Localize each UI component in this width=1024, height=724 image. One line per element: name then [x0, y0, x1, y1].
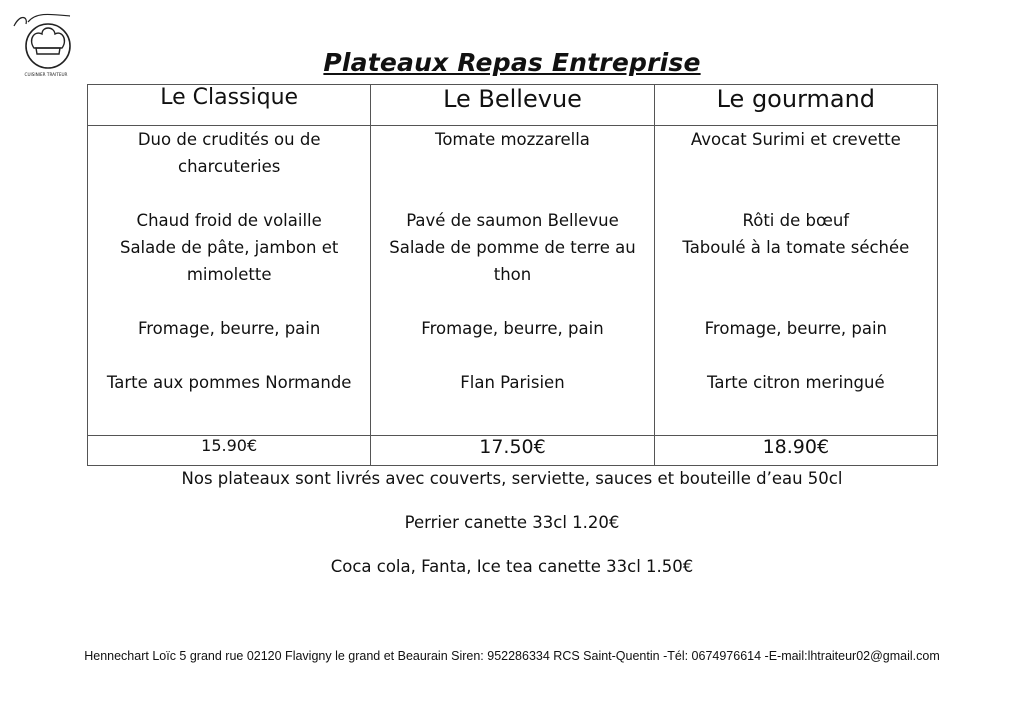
starter-line: charcuteries — [178, 157, 281, 176]
starter-line: Duo de crudités ou de — [137, 130, 321, 149]
drink-line-sodas: Coca cola, Fanta, Ice tea canette 33cl 1.50€ — [330, 557, 694, 576]
menu-content-bellevue — [371, 126, 654, 436]
starter-line: Avocat Surimi et crevette — [690, 130, 901, 149]
menu-content-gourmand — [654, 126, 937, 436]
main-line: mimolette — [186, 265, 272, 284]
menu-name-gourmand: Le gourmand — [654, 85, 937, 126]
menu-name-bellevue: Le Bellevue — [371, 85, 654, 126]
price-gourmand: 18.90€ — [654, 436, 937, 466]
footer-contact: Hennechart Loïc 5 grand rue 02120 Flavigny le grand et Beaurain Siren: 952286334 RCS Saint-Quentin -Tél: 0674976614 -E-mail:lhtraiteur02@gmail.com — [84, 649, 940, 663]
main-line: Rôti de bœuf — [742, 211, 850, 230]
svg-text:CUISINIER TRAITEUR: CUISINIER TRAITEUR — [24, 72, 68, 77]
dessert-line: Flan Parisien — [460, 373, 565, 392]
main-line: Salade de pâte, jambon et — [119, 238, 339, 257]
price-classique: 15.90€ — [88, 436, 371, 466]
menu-price-row — [88, 436, 938, 466]
cheese-line: Fromage, beurre, pain — [421, 319, 604, 338]
main-line: Chaud froid de volaille — [136, 211, 322, 230]
price-bellevue: 17.50€ — [371, 436, 654, 466]
menu-name-classique: Le Classique — [88, 85, 371, 126]
main-line: Salade de pomme de terre au — [389, 238, 636, 257]
drink-line-perrier: Perrier canette 33cl 1.20€ — [404, 513, 620, 532]
cheese-line: Fromage, beurre, pain — [137, 319, 321, 338]
main-line: Pavé de saumon Bellevue — [406, 211, 619, 230]
menu-content-classique — [88, 126, 371, 436]
cheese-line: Fromage, beurre, pain — [704, 319, 888, 338]
main-line: thon — [493, 265, 532, 284]
menu-content-row — [88, 126, 938, 436]
dessert-line: Tarte aux pommes Normande — [106, 373, 352, 392]
delivery-note: Nos plateaux sont livrés avec couverts, serviette, sauces et bouteille d’eau 50cl — [181, 469, 843, 488]
menu-table — [87, 84, 938, 466]
menu-header-row — [88, 85, 938, 126]
main-line: Taboulé à la tomate séchée — [682, 238, 910, 257]
dessert-line: Tarte citron meringué — [707, 373, 885, 392]
page-title: Plateaux Repas Entreprise — [323, 48, 701, 77]
starter-line: Tomate mozzarella — [435, 130, 590, 149]
